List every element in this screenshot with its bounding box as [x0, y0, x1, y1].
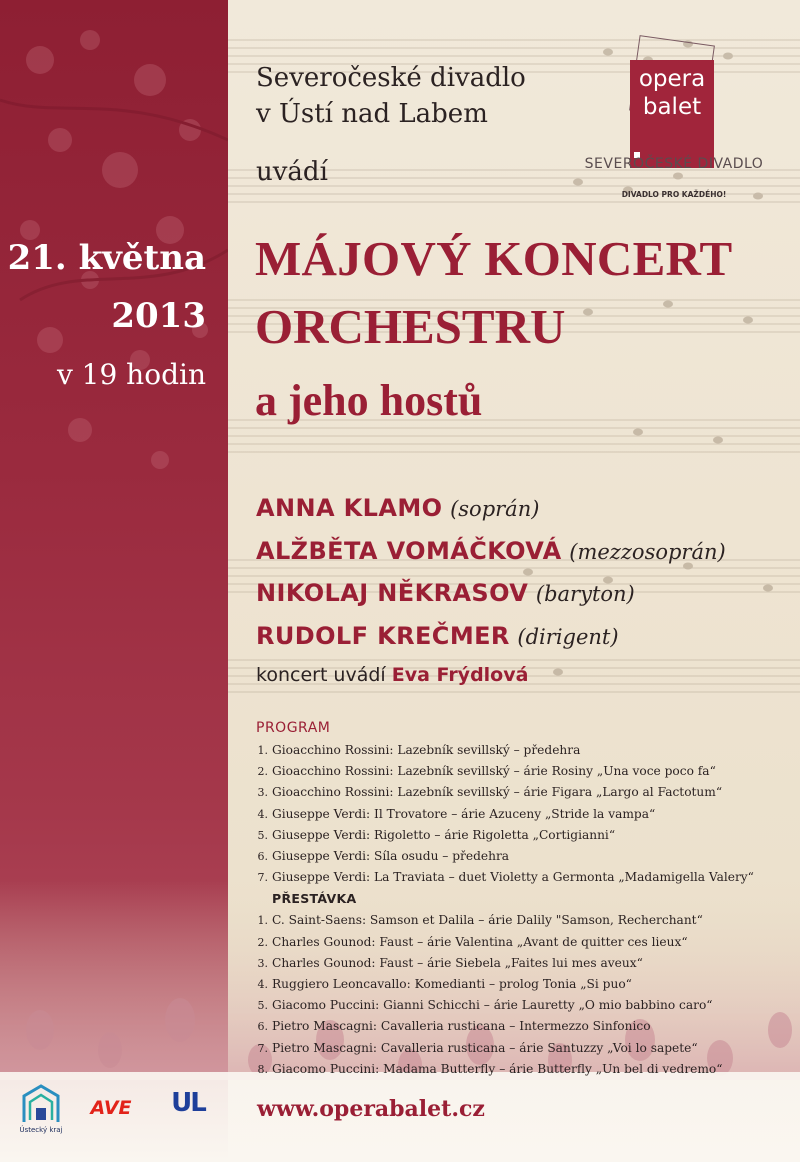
opera-balet-logo: [574, 36, 774, 206]
program-item: [240, 1038, 754, 1059]
event-time: v 19 hodin: [56, 358, 206, 391]
event-date-day: 21. května: [7, 238, 206, 278]
performer-item: [256, 620, 726, 653]
website-link[interactable]: www.operabalet.cz: [257, 1096, 485, 1122]
program-item-number: 2.: [257, 935, 268, 949]
program-item-number: 2.: [257, 765, 268, 779]
logo-motto: DIVADLO PRO KAŽDÉHO!: [621, 190, 727, 199]
program-item-number: 1.: [257, 744, 268, 757]
performer-name: NIKOLAJ NĚKRASOV: [256, 579, 529, 607]
program-item: [240, 825, 754, 846]
program-item-text: Gioacchino Rossini: Lazebník sevillský – árie Rosiny „Una voce poco fa“: [272, 764, 716, 779]
performer-item: [256, 492, 726, 525]
program-item-number: 7.: [257, 871, 268, 885]
logo-theatre-name: SEVEROČESKÉ DIVADLO: [584, 156, 764, 172]
title-line-2: ORCHESTRU: [255, 299, 566, 354]
performer-role: (dirigent): [517, 624, 619, 649]
program-item-text: Giuseppe Verdi: Síla osudu – předehra: [272, 849, 510, 864]
program-item-text: Pietro Mascagni: Cavalleria rusticana – Intermezzo Sinfonico: [272, 1019, 651, 1034]
program-item-text: Giuseppe Verdi: La Traviata – duet Violetty a Germonta „Madamigella Valery“: [272, 870, 754, 885]
program-intermission: PŘESTÁVKA: [272, 891, 357, 907]
region-logo-label: Ústecký kraj: [19, 1126, 63, 1134]
usti-region-logo: [16, 1082, 66, 1138]
performer-role: (baryton): [535, 582, 635, 606]
logo-box: [630, 60, 714, 168]
performer-item: [256, 577, 726, 610]
program-item: [240, 804, 754, 825]
program-item-number: 1.: [257, 914, 268, 928]
program-item: [240, 1059, 754, 1080]
program-item: [240, 1016, 754, 1037]
program-item-text: Giuseppe Verdi: Rigoletto – árie Rigoletta „Cortigianni“: [272, 827, 616, 842]
usti-city-logo: [162, 1088, 214, 1128]
presenter-line-2: v Ústí nad Labem: [256, 99, 488, 129]
region-emblem-icon: [16, 1082, 66, 1126]
title-line-3: a jeho hostů: [255, 376, 483, 425]
event-date-year: 2013: [111, 296, 206, 336]
program-item-number: 5.: [257, 999, 268, 1013]
program-item-text: Giacomo Puccini: Madama Butterfly – árie Butterfly „Un bel di vedremo“: [272, 1061, 723, 1076]
program-item-number: 5.: [257, 828, 268, 842]
program-item: [240, 846, 754, 867]
program-item: [240, 953, 754, 974]
title-line-1: MÁJOVÝ KONCERT: [255, 231, 733, 286]
city-logo-text: UL: [171, 1088, 205, 1118]
performer-name: ALŽBĚTA VOMÁČKOVÁ: [256, 536, 562, 565]
performer-role: (mezzosoprán): [569, 539, 726, 564]
program-list: [240, 718, 754, 1080]
presenter-block: [256, 60, 526, 190]
event-datetime: [0, 238, 206, 392]
performer-name: ANNA KLAMO: [256, 494, 443, 522]
program-heading: PROGRAM: [256, 720, 331, 736]
program-item-text: Charles Gounod: Faust – árie Valentina „Avant de quitter ces lieux“: [272, 934, 688, 949]
program-item-text: Ruggiero Leoncavallo: Komedianti – prolog Tonia „Si puo“: [272, 977, 632, 992]
host-label: koncert uvádí: [256, 664, 386, 686]
program-item-text: C. Saint-Saens: Samson et Dalila – árie Dalily "Samson, Recherchant“: [272, 913, 703, 928]
program-item-number: 7.: [257, 1041, 268, 1055]
program-item-number: 4.: [257, 978, 268, 992]
program-item: [240, 974, 754, 995]
program-item: [240, 740, 754, 761]
program-item: [240, 867, 754, 888]
program-item-number: 3.: [257, 956, 268, 970]
host-name: Eva Frýdlová: [391, 664, 529, 686]
program-item-text: Gioacchino Rossini: Lazebník sevillský – předehra: [272, 743, 581, 757]
ave-logo: [86, 1094, 136, 1122]
program-item-number: 4.: [257, 807, 268, 821]
logo-opera-text: opera: [638, 66, 706, 92]
program-item-text: Gioacchino Rossini: Lazebník sevillský – árie Figara „Largo al Factotum“: [272, 785, 723, 800]
program-item-number: 6.: [257, 850, 268, 864]
program-item: [240, 761, 754, 782]
performer-item: [256, 535, 726, 568]
program-item: [240, 995, 754, 1016]
program-item-number: 3.: [257, 786, 268, 800]
program-item: [240, 932, 754, 953]
program-item-number: 6.: [257, 1020, 268, 1034]
presenter-line-1: Severočeské divadlo: [256, 63, 526, 93]
program-item-text: Pietro Mascagni: Cavalleria rusticana – árie Santuzzy „Voi lo sapete“: [272, 1040, 698, 1055]
program-item-text: Giuseppe Verdi: Il Trovatore – árie Azuceny „Stride la vampa“: [272, 806, 656, 821]
performer-list: [256, 492, 726, 662]
logo-balet-text: balet: [642, 94, 702, 120]
program-item-number: 8.: [257, 1062, 268, 1076]
concert-title: [255, 230, 733, 428]
ave-logo-text: AVE: [90, 1097, 132, 1119]
program-item-text: Giacomo Puccini: Gianni Schicchi – árie Lauretty „O mio babbino caro“: [272, 998, 713, 1013]
performer-name: RUDOLF KREČMER: [256, 621, 510, 650]
program-item-text: Charles Gounod: Faust – árie Siebela „Faites lui mes aveux“: [272, 955, 643, 970]
program-item: [240, 910, 754, 931]
host-line: [256, 664, 528, 686]
performer-role: (soprán): [450, 497, 540, 521]
program-item: [240, 782, 754, 803]
presenter-line-3: uvádí: [256, 157, 328, 187]
